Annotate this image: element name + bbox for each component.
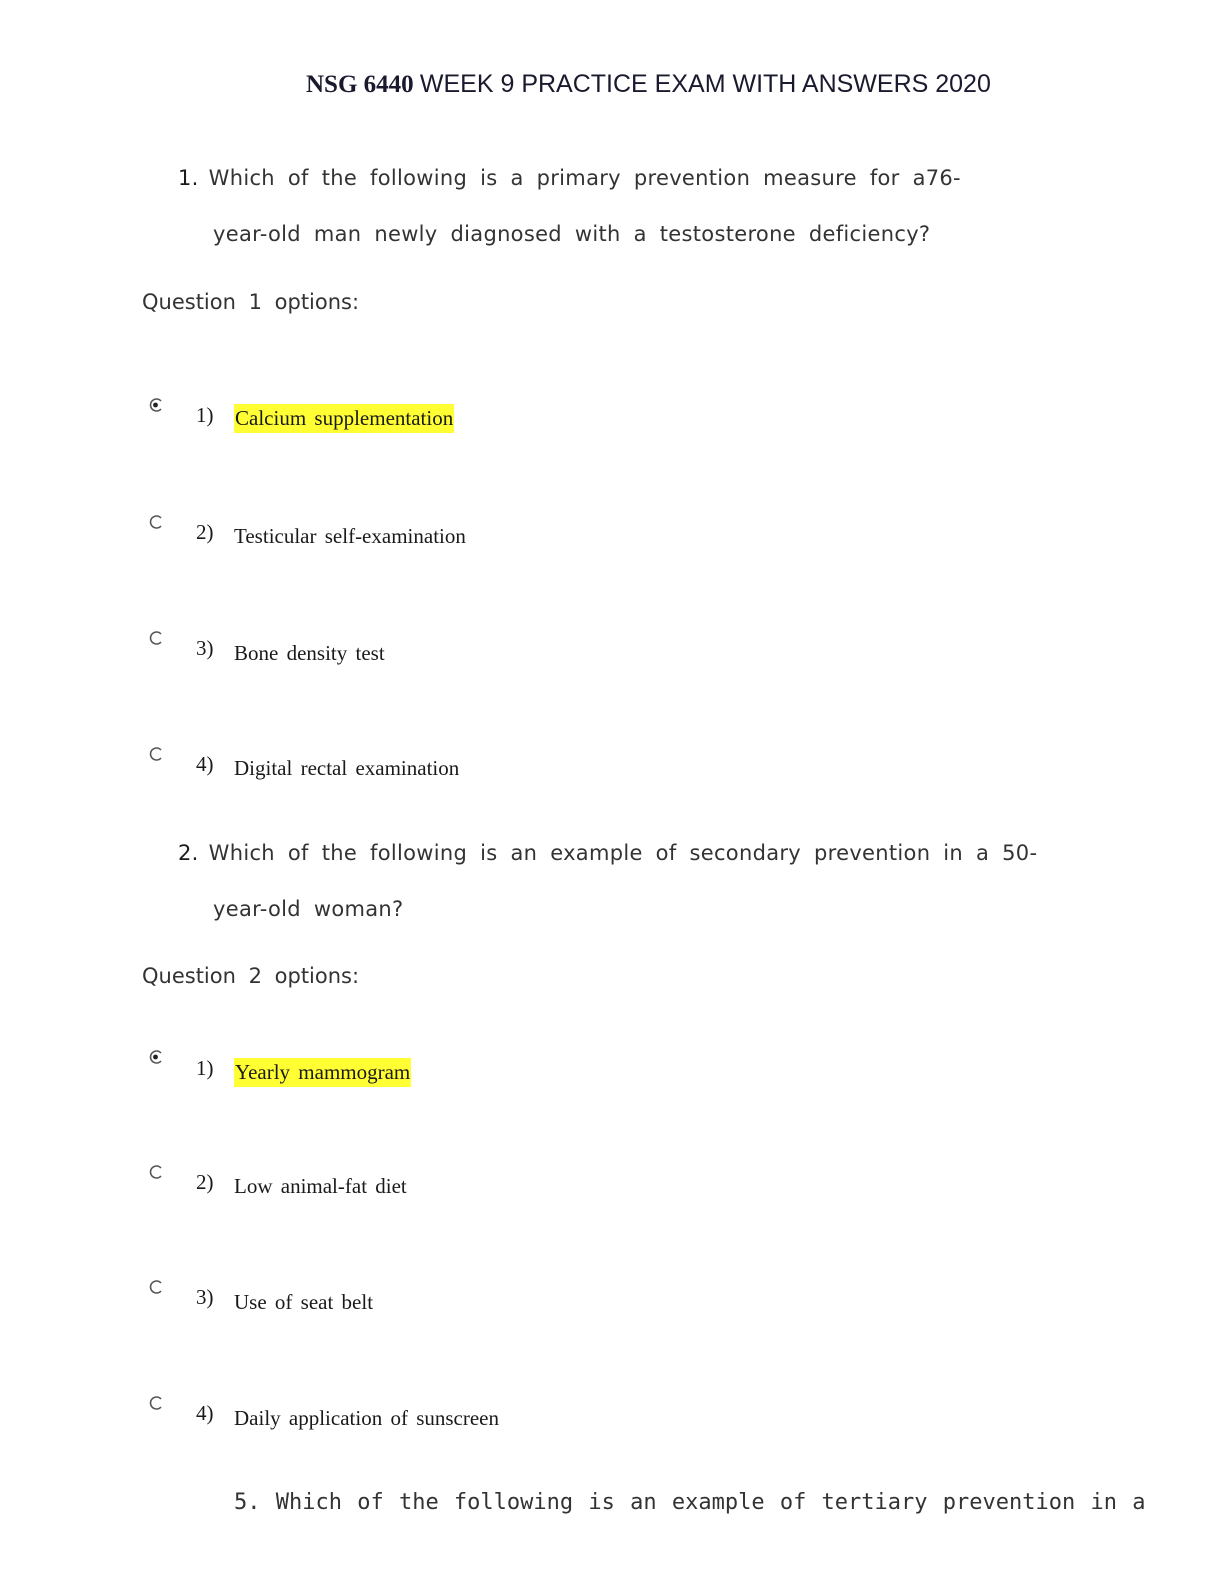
q1-option-2-number: 2) — [196, 520, 214, 544]
q1-option-2-radio-icon[interactable] — [148, 514, 162, 528]
q1-option-1-text — [234, 406, 454, 431]
question-1-line-2: year-old man newly diagnosed with a testosterone deficiency? — [213, 222, 931, 246]
exam-title: WEEK 9 PRACTICE EXAM WITH ANSWERS 2020 — [419, 70, 991, 98]
q1-option-3-number: 3) — [196, 636, 214, 660]
question-1-line-1 — [178, 166, 961, 190]
question-5-text-line-1: Which of the following is an example of tertiary prevention in a — [275, 1490, 1146, 1515]
q2-option-3-number: 3) — [196, 1285, 214, 1309]
course-code: NSG 6440 — [306, 71, 414, 98]
q2-option-4-number: 4) — [196, 1401, 214, 1425]
q2-option-3-radio-icon[interactable] — [148, 1279, 162, 1293]
q2-option-2-text: Low animal-fat diet — [234, 1174, 407, 1198]
q2-option-2-number: 2) — [196, 1170, 214, 1194]
q2-option-3-text: Use of seat belt — [234, 1290, 374, 1314]
q1-option-3-text: Bone density test — [234, 641, 385, 665]
q2-option-4-text: Daily application of sunscreen — [234, 1406, 499, 1430]
question-1-number: 1. — [178, 166, 199, 190]
q2-option-1-number: 1) — [196, 1056, 214, 1080]
q1-option-4-radio-icon[interactable] — [148, 746, 162, 760]
q1-option-2-text: Testicular self-examination — [234, 524, 466, 548]
question-2-options-heading: Question 2 options: — [142, 964, 360, 988]
question-2-number: 2. — [178, 841, 199, 865]
question-1-text-line-1: Which of the following is a primary prevention measure for a76- — [208, 166, 961, 190]
question-2-line-1 — [178, 841, 1037, 865]
page-title — [306, 70, 991, 99]
answer-highlight: Yearly mammogram — [234, 1058, 411, 1087]
q1-option-3-radio-icon[interactable] — [148, 630, 162, 644]
q2-option-1-radio-icon[interactable] — [148, 1049, 162, 1063]
question-5-number: 5. — [234, 1490, 261, 1515]
question-5-line-1 — [234, 1490, 1145, 1515]
q2-option-4-radio-icon[interactable] — [148, 1395, 162, 1409]
q1-option-1-radio-icon[interactable] — [148, 397, 162, 411]
q2-option-1-text — [234, 1060, 411, 1085]
q1-option-4-number: 4) — [196, 752, 214, 776]
question-1-options-heading: Question 1 options: — [142, 290, 360, 314]
question-2-line-2: year-old woman? — [213, 897, 404, 921]
question-2-text-line-1: Which of the following is an example of secondary prevention in a 50- — [208, 841, 1038, 865]
answer-highlight: Calcium supplementation — [234, 404, 454, 433]
q2-option-2-radio-icon[interactable] — [148, 1164, 162, 1178]
q1-option-4-text: Digital rectal examination — [234, 756, 460, 780]
q1-option-1-number: 1) — [196, 403, 214, 427]
